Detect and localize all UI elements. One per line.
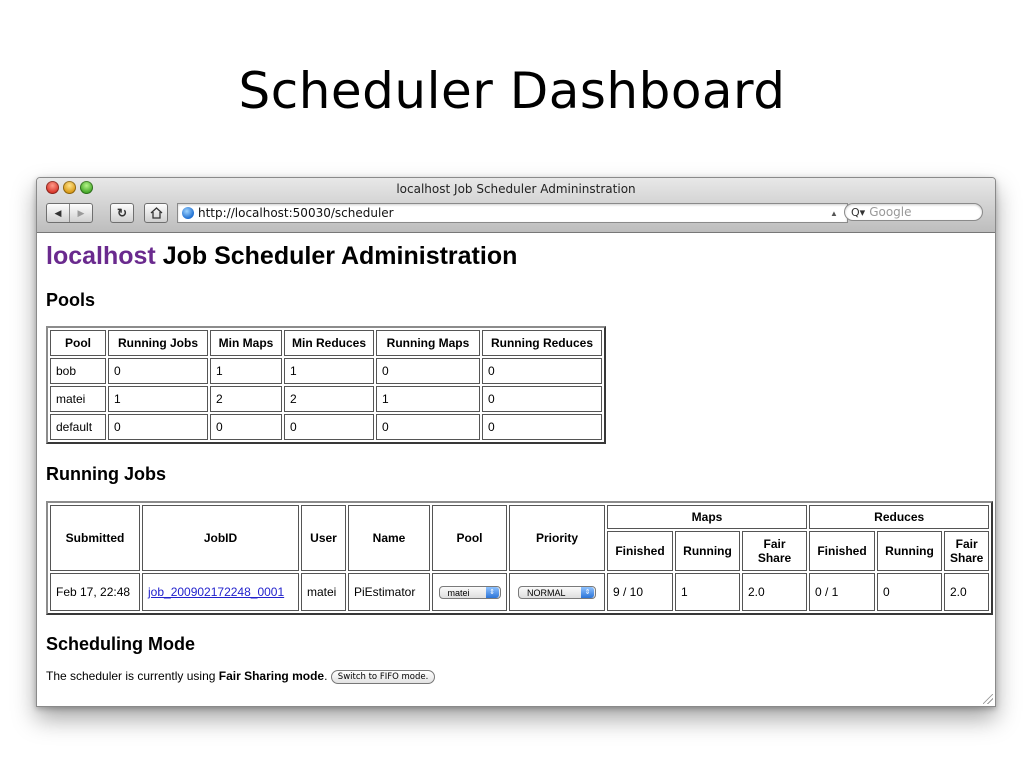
scheduling-mode-heading: Scheduling Mode (46, 634, 196, 654)
column-header: Running (877, 531, 942, 571)
user-cell: matei (301, 573, 346, 611)
page-heading (46, 242, 995, 271)
reload-icon: ↻ (116, 206, 128, 220)
url-text: http://localhost:50030/scheduler (198, 206, 394, 220)
table-cell: matei (50, 386, 106, 412)
page-content (37, 233, 995, 706)
column-header: JobID (142, 505, 299, 571)
window-title: localhost Job Scheduler Admininstration (396, 182, 636, 196)
maps-running-cell: 1 (675, 573, 740, 611)
column-group-header: Maps (607, 505, 807, 529)
column-header: Running Reduces (482, 330, 602, 356)
column-header: Running (675, 531, 740, 571)
priority-select[interactable] (518, 586, 596, 599)
browser-window (36, 177, 996, 707)
search-field[interactable] (844, 203, 983, 221)
back-arrow-icon: ◀ (54, 207, 62, 218)
table-cell: 1 (210, 358, 282, 384)
resize-grip-icon[interactable] (983, 694, 993, 704)
jobid-cell (142, 573, 299, 611)
search-placeholder: Google (869, 205, 912, 219)
submitted-cell: Feb 17, 22:48 (50, 573, 140, 611)
chevron-updown-icon: ⇕ (581, 587, 594, 598)
column-header: Running Jobs (108, 330, 208, 356)
table-cell: 0 (284, 414, 374, 440)
table-cell: 0 (482, 358, 602, 384)
forward-arrow-icon: ▶ (77, 207, 85, 218)
back-button[interactable] (47, 204, 69, 222)
running-jobs-table (46, 501, 993, 615)
table-row (50, 386, 602, 412)
table-cell: 0 (108, 358, 208, 384)
pool-cell (432, 573, 507, 611)
table-cell: 0 (482, 386, 602, 412)
maps-fair-share-cell: 2.0 (742, 573, 807, 611)
column-header: Submitted (50, 505, 140, 571)
search-icon: Q▾ (851, 205, 866, 219)
table-row (50, 358, 602, 384)
column-header: Finished (607, 531, 673, 571)
chevron-updown-icon: ⇕ (486, 587, 499, 598)
history-buttons (46, 203, 93, 223)
pools-heading: Pools (46, 290, 96, 310)
home-icon (150, 207, 163, 219)
table-cell: 1 (284, 358, 374, 384)
job-link[interactable]: job_200902172248_0001 (148, 585, 285, 599)
column-group-header: Reduces (809, 505, 989, 529)
heading-rest: Job Scheduler Administration (155, 242, 518, 270)
table-row (50, 573, 989, 611)
scheduling-mode-text (46, 669, 435, 684)
pool-select-value: matei (447, 587, 470, 598)
table-cell: 2 (210, 386, 282, 412)
table-header-row (50, 505, 989, 529)
column-header: Pool (50, 330, 106, 356)
reload-button[interactable] (110, 203, 134, 223)
mode-text-before: The scheduler is currently using (46, 669, 219, 683)
column-header: Priority (509, 505, 605, 571)
table-cell: 0 (376, 358, 480, 384)
table-cell: 1 (108, 386, 208, 412)
address-bar[interactable] (177, 203, 848, 223)
mode-text-after: . (324, 669, 328, 683)
column-header: Fair Share (742, 531, 807, 571)
url-dropdown-icon[interactable]: ▲ (830, 209, 838, 218)
pools-table (46, 326, 606, 444)
heading-host: localhost (46, 242, 156, 270)
table-cell: 0 (210, 414, 282, 440)
maps-finished-cell: 9 / 10 (607, 573, 673, 611)
column-header: Fair Share (944, 531, 989, 571)
reduces-finished-cell: 0 / 1 (809, 573, 875, 611)
name-cell: PiEstimator (348, 573, 430, 611)
switch-to-fifo-button[interactable]: Switch to FIFO mode. (331, 670, 436, 684)
table-cell: bob (50, 358, 106, 384)
column-header: Min Reduces (284, 330, 374, 356)
table-cell: 0 (376, 414, 480, 440)
table-header-row (50, 330, 602, 356)
pool-select[interactable] (439, 586, 501, 599)
table-cell: 1 (376, 386, 480, 412)
table-cell: 2 (284, 386, 374, 412)
column-header: Min Maps (210, 330, 282, 356)
column-header: Finished (809, 531, 875, 571)
table-cell: 0 (108, 414, 208, 440)
slide-title: Scheduler Dashboard (238, 62, 786, 120)
priority-select-value: NORMAL (527, 587, 566, 598)
globe-icon (182, 207, 194, 219)
table-cell: 0 (482, 414, 602, 440)
column-header: User (301, 505, 346, 571)
table-row (50, 414, 602, 440)
mode-name: Fair Sharing mode (218, 669, 325, 683)
running-jobs-heading: Running Jobs (46, 464, 166, 484)
forward-button[interactable] (69, 204, 92, 222)
column-header: Running Maps (376, 330, 480, 356)
browser-toolbar (37, 178, 995, 233)
priority-cell (509, 573, 605, 611)
reduces-running-cell: 0 (877, 573, 942, 611)
home-button[interactable] (144, 203, 168, 223)
table-cell: default (50, 414, 106, 440)
reduces-fair-share-cell: 2.0 (944, 573, 989, 611)
column-header: Pool (432, 505, 507, 571)
column-header: Name (348, 505, 430, 571)
